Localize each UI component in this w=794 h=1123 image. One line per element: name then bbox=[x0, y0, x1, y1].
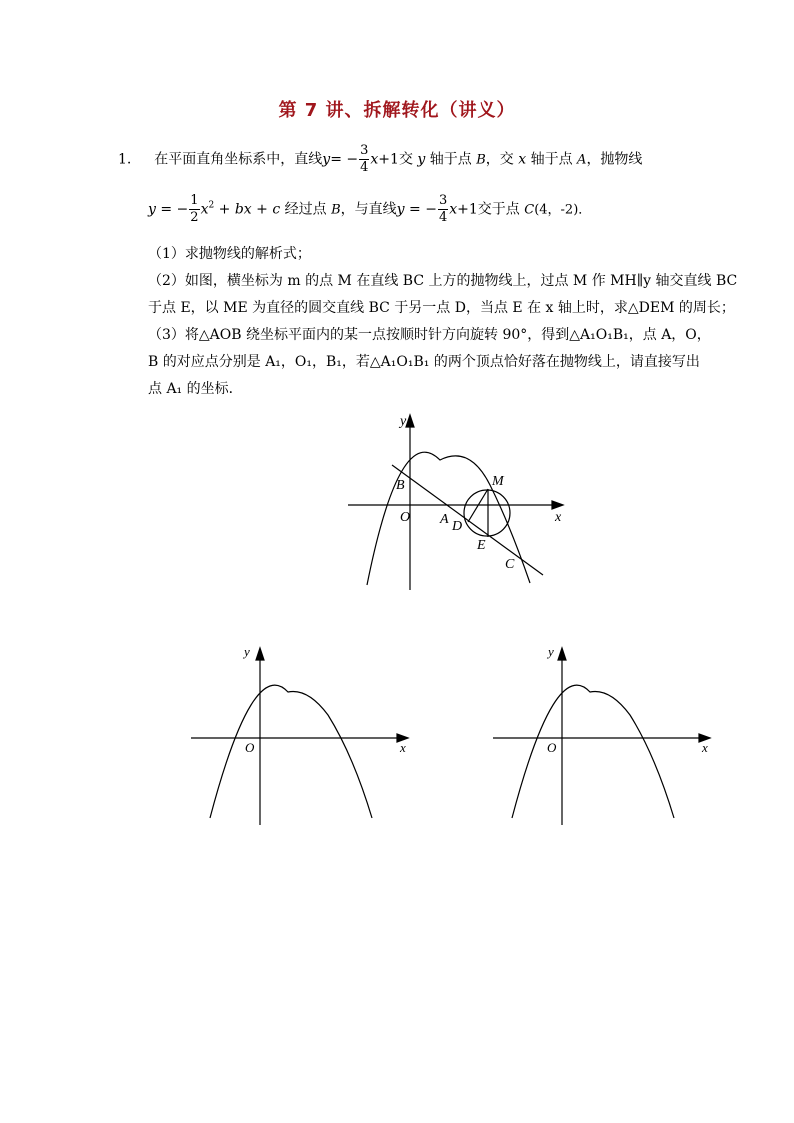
part-2-line-2: 于点 E，以 ME 为直径的圆交直线 BC 于另一点 D，当点 E 在 x 轴上时，求△DEM 的周长； bbox=[148, 300, 735, 316]
question-text: 在平面直角坐标系中，直线 bbox=[154, 151, 323, 168]
fraction-3-4 bbox=[359, 143, 369, 176]
label-x: x bbox=[400, 740, 406, 755]
label-x: x bbox=[702, 740, 708, 755]
question-text: 轴于点 bbox=[526, 151, 578, 168]
figure-left bbox=[188, 640, 413, 830]
label-y: y bbox=[548, 644, 554, 659]
var-y: y bbox=[396, 201, 405, 218]
question-number: 1. bbox=[118, 151, 132, 168]
poly-rest: + bx + c bbox=[214, 201, 281, 218]
label-O: O bbox=[400, 510, 411, 525]
question-text: ，抛物线 bbox=[586, 151, 643, 168]
part-3-line-3: 点 A₁ 的坐标． bbox=[148, 381, 243, 397]
eq-sign: = − bbox=[155, 201, 189, 218]
question-line-1 bbox=[118, 143, 642, 176]
label-y: y bbox=[400, 414, 407, 429]
label-E: E bbox=[477, 538, 486, 553]
question-text: 轴于点 bbox=[425, 151, 477, 168]
part-2-line-1: （2）如图，横坐标为 m 的点 M 在直线 BC 上方的抛物线上，过点 M 作 MH∥y 轴交直线 BC bbox=[148, 273, 738, 289]
frac-num: 3 bbox=[438, 193, 448, 208]
label-D: D bbox=[452, 519, 463, 534]
figure-right bbox=[490, 640, 715, 830]
var-y: y bbox=[148, 201, 156, 218]
y-axis-arrow bbox=[558, 648, 566, 660]
var-x: x bbox=[518, 151, 527, 168]
label-y: y bbox=[244, 644, 250, 659]
x-axis-arrow bbox=[552, 501, 563, 509]
point-C-coord: (4，-2)． bbox=[534, 202, 592, 218]
question-text: ，与直线 bbox=[340, 201, 397, 218]
main-figure bbox=[330, 405, 570, 595]
var-x: x bbox=[370, 151, 379, 168]
point-B: B bbox=[476, 152, 486, 168]
label-A: A bbox=[440, 512, 449, 527]
exponent: 2 bbox=[208, 200, 215, 211]
plus-one: +1 bbox=[457, 201, 478, 218]
y-axis-arrow bbox=[406, 415, 414, 427]
y-axis-arrow bbox=[256, 648, 264, 660]
question-text: 经过点 bbox=[280, 201, 332, 218]
question-text: ，交 bbox=[485, 151, 519, 168]
var-x: x bbox=[200, 201, 209, 218]
eq-sign: = − bbox=[404, 201, 437, 218]
point-B: B bbox=[331, 202, 341, 218]
var-y: y bbox=[417, 151, 426, 168]
eq-sign: = − bbox=[330, 151, 359, 168]
var-x: x bbox=[449, 201, 458, 218]
part-3-line-2: B 的对应点分别是 A₁，O₁，B₁，若△A₁O₁B₁ 的两个顶点恰好落在抛物线上，请直接写出 bbox=[148, 354, 700, 370]
label-B: B bbox=[396, 478, 405, 493]
frac-num: 3 bbox=[360, 143, 369, 158]
label-O: O bbox=[245, 740, 255, 755]
label-x: x bbox=[555, 510, 562, 525]
frac-num: 1 bbox=[190, 193, 199, 208]
page-title: 第 7 讲、拆解转化（讲义） bbox=[278, 100, 516, 121]
fraction-3-4 bbox=[438, 193, 448, 226]
parabola bbox=[512, 685, 674, 818]
var-y: y bbox=[322, 151, 331, 168]
plus-one: +1 bbox=[378, 151, 399, 168]
question-text: 交于点 bbox=[477, 201, 525, 218]
parabola bbox=[210, 685, 372, 818]
question-line-2 bbox=[148, 193, 591, 226]
point-A: A bbox=[577, 152, 587, 168]
line-BC bbox=[392, 465, 543, 575]
label-C: C bbox=[505, 557, 515, 572]
part-3-line-1: （3）将△AOB 绕坐标平面内的某一点按顺时针方向旋转 90°，得到△A₁O₁B₁，点 A，O， bbox=[148, 327, 711, 343]
label-O: O bbox=[547, 740, 557, 755]
question-text: 交 bbox=[398, 151, 418, 168]
label-M: M bbox=[492, 474, 504, 489]
point-C: C bbox=[524, 202, 535, 218]
part-1: （1）求抛物线的解析式； bbox=[148, 246, 311, 262]
frac-den: 4 bbox=[360, 160, 369, 175]
frac-den: 2 bbox=[190, 210, 199, 225]
fraction-1-2 bbox=[189, 193, 199, 226]
frac-den: 4 bbox=[438, 210, 448, 225]
